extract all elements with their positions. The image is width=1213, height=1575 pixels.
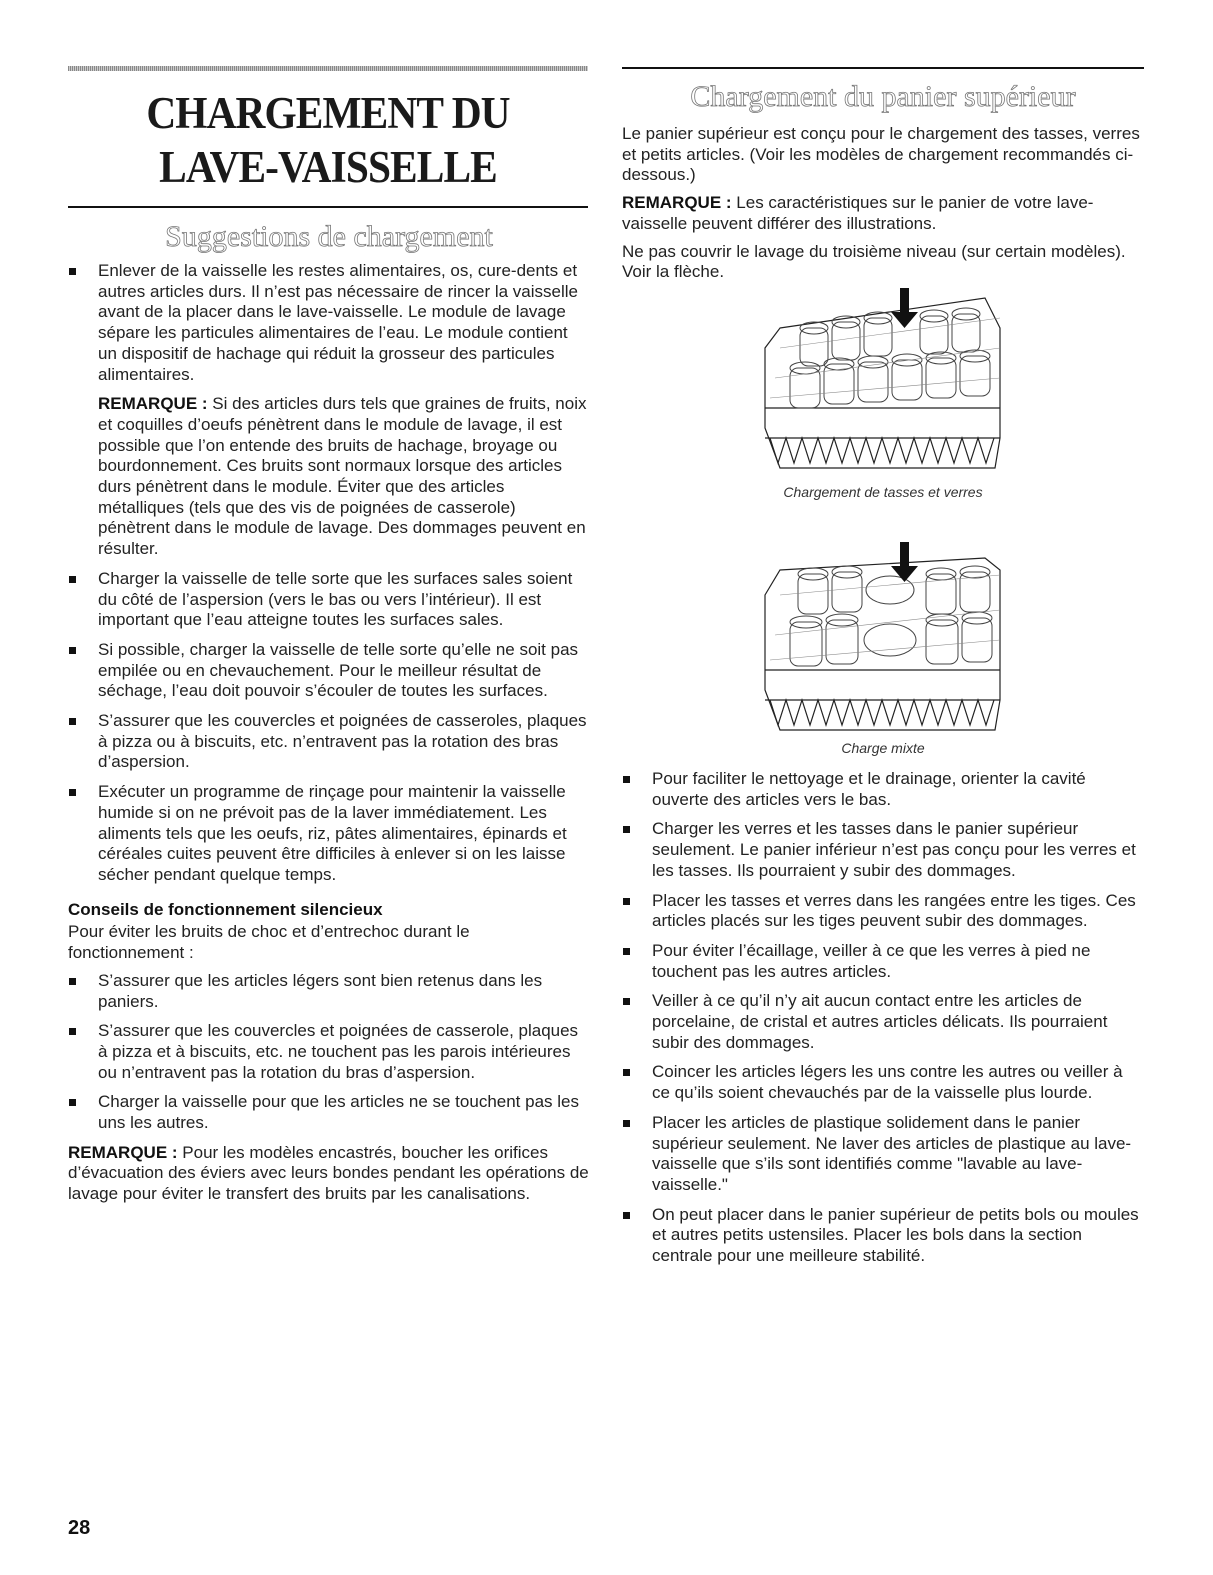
list-item: Pour éviter l’écaillage, veiller à ce que les verres à pied ne touchent pas les autres articles. bbox=[622, 941, 1144, 982]
top-rule-right bbox=[622, 67, 1144, 69]
list-item: Placer les articles de plastique solidement dans le panier supérieur seulement. Ne laver des articles de plastique au lave-vaisselle que s’ils sont identifiés comme "lavable au lave-vaisselle." bbox=[622, 1113, 1144, 1196]
loading-tips-list bbox=[68, 261, 590, 385]
note-text: Les caractéristiques sur le panier de votre lave-vaisselle peuvent différer des illustrations. bbox=[622, 193, 1094, 233]
note-hard-items bbox=[68, 394, 590, 560]
list-item: S’assurer que les articles légers sont bien retenus dans les paniers. bbox=[68, 971, 590, 1012]
list-item: S’assurer que les couvercles et poignées de casserole, plaques à pizza et à biscuits, etc. ne touchent pas les parois intérieures ou n’entravent pas la rotation du bras d’aspersion. bbox=[68, 1021, 590, 1083]
upper-rack-tips-list bbox=[622, 769, 1144, 1267]
figure-caption: Charge mixte bbox=[841, 740, 925, 756]
list-item: Charger les verres et les tasses dans le panier supérieur seulement. Le panier inférieur n’est pas conçu pour les verres et les tasses. Ils pourraient y subir des dommages. bbox=[622, 819, 1144, 881]
note-label: REMARQUE : bbox=[98, 394, 208, 414]
quiet-intro: Pour éviter les bruits de choc et d’entrechoc durant le fonctionnement : bbox=[68, 922, 470, 963]
rack-drawing-mixed bbox=[760, 540, 1005, 736]
third-level-wash-text: Ne pas couvrir le lavage du troisième niveau (sur certain modèles). Voir la flèche. bbox=[622, 241, 1126, 282]
upper-rack-tips bbox=[622, 769, 1144, 1276]
note-text: Pour les modèles encastrés, boucher les orifices d’évacuation des éviers avec leurs bondes pendant les opérations de lavage pour éviter le transfert des bruits par les canalisations. bbox=[68, 1142, 589, 1204]
note-rack-features bbox=[622, 193, 1144, 234]
list-item: Si possible, charger la vaisselle de telle sorte qu’elle ne soit pas empilée ou en chevauchement. Pour le meilleur résultat de séchage, l’eau doit pouvoir s’écouler de toutes les surfaces. bbox=[68, 640, 590, 702]
quiet-operation-heading: Conseils de fonctionnement silencieux bbox=[68, 899, 383, 919]
list-item: Placer les tasses et verres dans les rangées entre les tiges. Ces articles placés sur les tiges peuvent subir des dommages. bbox=[622, 891, 1144, 932]
list-item: Veiller à ce qu’il n’y ait aucun contact entre les articles de porcelaine, de cristal et autres articles délicats. Ils pourraient subir des dommages. bbox=[622, 991, 1144, 1053]
title-rule bbox=[68, 206, 588, 208]
list-item: On peut placer dans le panier supérieur de petits bols ou moules et autres petits ustensiles. Placer les bols dans la section centrale pour une meilleure stabilité. bbox=[622, 1205, 1144, 1267]
section-title-suggestions: Suggestions de chargement bbox=[165, 220, 493, 253]
rack-illustration-cups-glasses bbox=[760, 288, 1005, 474]
rack-illustration-mixed-load bbox=[760, 540, 1005, 736]
note-built-in-models bbox=[68, 1143, 590, 1205]
list-item: Charger la vaisselle de telle sorte que les surfaces sales soient du côté de l’aspersion (vers le bas ou vers l’intérieur). Il est important que l’eau atteigne toutes les surfaces sales. bbox=[68, 569, 590, 631]
figure-caption: Chargement de tasses et verres bbox=[783, 484, 983, 500]
page-number: 28 bbox=[68, 1517, 91, 1539]
list-item: Enlever de la vaisselle les restes alimentaires, os, cure-dents et autres articles durs. Il n’est pas nécessaire de rincer la vaisselle avant de la placer dans le lave-vaisselle. Le module de lavage sépare les particules alimentaires de l’eau. Le module contient un dispositif de hachage qui réduit la grosseur des particules alimentaires. bbox=[68, 261, 590, 385]
list-item: S’assurer que les couvercles et poignées de casseroles, plaques à pizza ou à biscuits, etc. n’entravent pas la rotation des bras d’aspersion. bbox=[68, 711, 590, 773]
note-label: REMARQUE : bbox=[68, 1142, 178, 1162]
quiet-tips-list bbox=[68, 971, 590, 1134]
page-title: CHARGEMENT DU LAVE-VAISSELLE bbox=[146, 88, 510, 192]
note-text: Si des articles durs tels que graines de fruits, noix et coquilles d’oeufs pénètrent dans le module de lavage, il est possible que l’on entende des bruits de hachage, broyage ou bourdonnement. Ces bruits sont normaux lorsque des articles durs pénètrent dans le module. Éviter que des articles métalliques (tels que des vis de poignées de casserole) pénètrent dans le module de lavage. Des dommages peuvent en résulter. bbox=[98, 394, 587, 559]
list-item: Charger la vaisselle pour que les articles ne se touchent pas les uns les autres. bbox=[68, 1092, 590, 1133]
list-item: Pour faciliter le nettoyage et le drainage, orienter la cavité ouverte des articles vers le bas. bbox=[622, 769, 1144, 810]
rack-drawing-cups bbox=[760, 288, 1005, 474]
list-item: Exécuter un programme de rinçage pour maintenir la vaisselle humide si on ne prévoit pas de la laver immédiatement. Les aliments tels que les oeufs, riz, pâtes alimentaires, épinards et céréales cuites peuvent être difficiles à enlever si on les laisse sécher pendant quelque temps. bbox=[68, 782, 590, 886]
intro-text: Le panier supérieur est conçu pour le chargement des tasses, verres et petits articles. (Voir les modèles de chargement recommandés ci-dessous.) bbox=[622, 124, 1140, 185]
list-item: Coincer les articles légers les uns contre les autres ou veiller à ce qu’ils soient chevauchés par de la vaisselle plus lourde. bbox=[622, 1062, 1144, 1103]
left-column-body bbox=[68, 261, 590, 1212]
loading-tips-list-continued bbox=[68, 569, 590, 886]
top-rule-left bbox=[68, 66, 588, 71]
upper-rack-intro bbox=[622, 124, 1144, 290]
section-title-upper-rack: Chargement du panier supérieur bbox=[690, 80, 1076, 113]
note-label: REMARQUE : bbox=[622, 193, 732, 213]
